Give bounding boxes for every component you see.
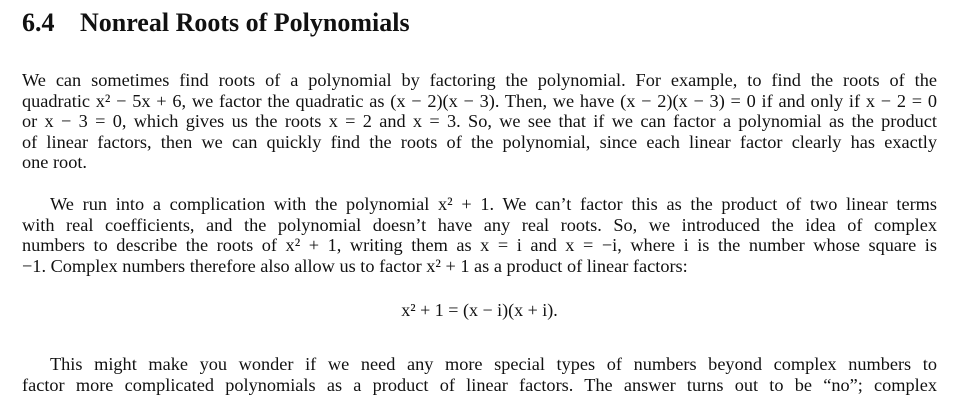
display-equation: x² + 1 = (x − i)(x + i). bbox=[401, 300, 558, 320]
section-number: 6.4 bbox=[22, 8, 55, 37]
paragraph-line: of linear factors, then we can quickly find the roots of the polynomial, since each linear factor clearly has exactly bbox=[22, 131, 937, 152]
paragraph-line: factor more complicated polynomials as a product of linear factors. The answer turns out to be “no”; complex bbox=[22, 374, 937, 395]
textbook-page bbox=[22, 0, 937, 410]
paragraph-line: or x − 3 = 0, which gives us the roots x = 2 and x = 3. So, we see that if we can factor a polynomial as the product bbox=[22, 111, 937, 131]
section-heading bbox=[22, 8, 410, 38]
paragraph-line: We run into a complication with the polynomial x² + 1. We can’t factor this as the product of two linear terms bbox=[50, 194, 937, 214]
section-title: Nonreal Roots of Polynomials bbox=[80, 8, 410, 37]
paragraph-complex-numbers bbox=[22, 194, 937, 276]
paragraph-special-numbers bbox=[22, 354, 937, 395]
paragraph-line: This might make you wonder if we need any more special types of numbers beyond complex numbers to bbox=[50, 354, 937, 374]
paragraph-line: numbers to describe the roots of x² + 1, writing them as x = i and x = −i, where i is the number whose square is bbox=[22, 235, 937, 255]
paragraph-line: one root. bbox=[22, 152, 87, 172]
paragraph-line: We can sometimes find roots of a polynomial by factoring the polynomial. For example, to find the roots of the bbox=[22, 70, 937, 90]
paragraph-line: quadratic x² − 5x + 6, we factor the quadratic as (x − 2)(x − 3). Then, we have (x − 2)(x − 3) = 0 if and only if x − 2 = 0 bbox=[22, 90, 937, 111]
paragraph-line: with real coefficients, and the polynomial doesn’t have any real roots. So, we introduced the idea of complex bbox=[22, 214, 937, 235]
paragraph-factoring-roots bbox=[22, 70, 937, 173]
paragraph-line: −1. Complex numbers therefore also allow us to factor x² + 1 as a product of linear factors: bbox=[22, 255, 688, 276]
